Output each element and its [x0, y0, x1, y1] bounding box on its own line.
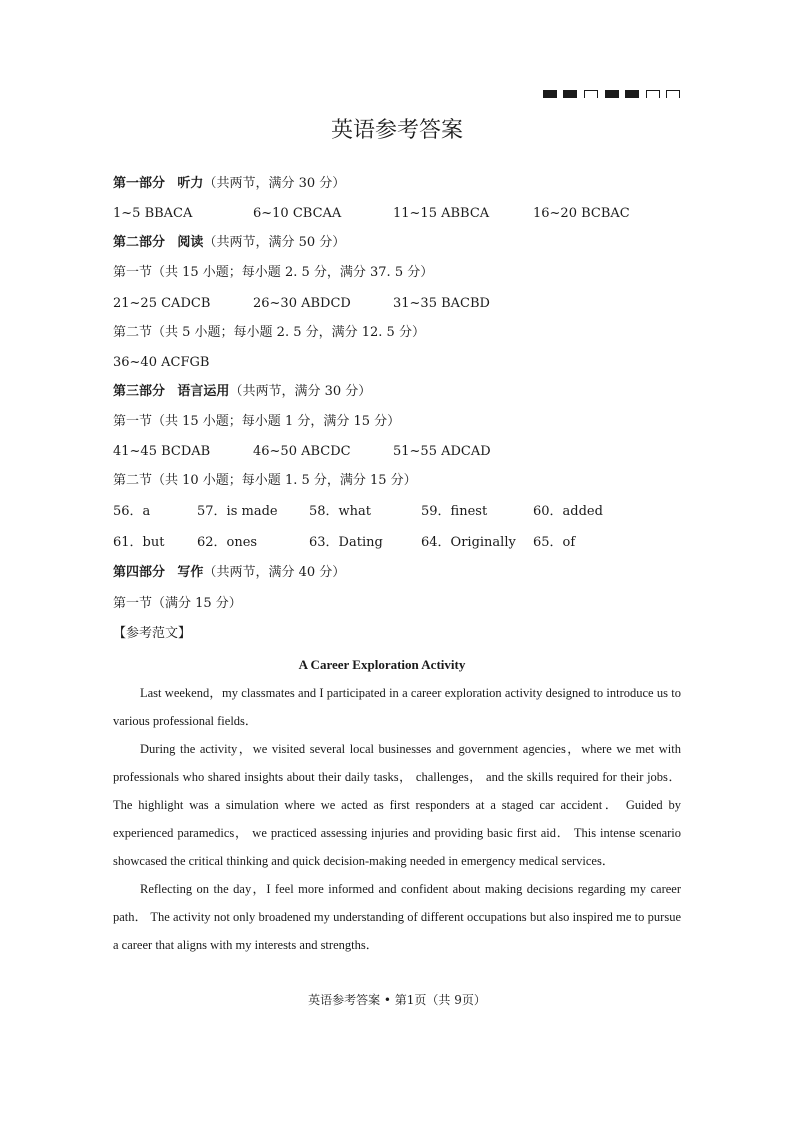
page-footer: 英语参考答案 • 第1页（共 9页） — [308, 993, 486, 1007]
essay-paragraph: Last weekend，my classmates and I participated in a career exploration activity designed to introduce us to various professional fields． — [113, 686, 681, 728]
part2-note: （共两节，满分 50 分） — [203, 235, 346, 250]
part2-heading-line — [113, 235, 345, 251]
fill-answer: 57．is made — [197, 504, 278, 519]
part1-heading: 第一部分 — [113, 176, 166, 191]
part2-name: 阅读 — [177, 235, 204, 250]
essay-paragraph: During the activity，we visited several local businesses and government agencies，where we met with professionals who shared insights about their daily tasks， challenges， and the skills required for their jobs． The highlight was a simulation where we acted as first responders at a staged car accident． Guided by experienced paramedics， we practiced assessing injuries and providing basic first aid． This intense scenario showcased the critical thinking and quick decision-making needed in emergency medical services． — [113, 742, 681, 868]
essay-body — [113, 679, 681, 959]
answer-group: 16~20 BCBAC — [533, 206, 630, 221]
fill-answer: 63．Dating — [309, 535, 383, 550]
part4-name: 写作 — [177, 565, 204, 580]
header-mark — [563, 90, 577, 98]
part1-name: 听力 — [177, 176, 204, 191]
fill-answer: 62．ones — [197, 535, 258, 550]
header-mark — [605, 90, 619, 98]
answer-group: 1~5 BBACA — [113, 206, 193, 221]
fill-answer: 60．added — [533, 504, 603, 519]
section-label: 第一节（满分 15 分） — [113, 596, 242, 611]
part4-heading-line — [113, 565, 345, 581]
sample-label: 【参考范文】 — [113, 626, 192, 641]
answer-group: 41~45 BCDAB — [113, 444, 211, 459]
part3-name: 语言运用 — [177, 384, 230, 399]
header-mark — [666, 90, 680, 98]
answer-group: 51~55 ADCAD — [393, 444, 491, 459]
answer-group: 46~50 ABCDC — [253, 444, 351, 459]
answer-group: 31~35 BACBD — [393, 296, 490, 311]
answer-group: 21~25 CADCB — [113, 296, 211, 311]
part3-heading: 第三部分 — [113, 384, 166, 399]
header-mark — [584, 90, 598, 98]
essay-title: A Career Exploration Activity — [298, 657, 466, 672]
part4-note: （共两节，满分 40 分） — [203, 565, 346, 580]
essay-paragraph: Reflecting on the day，I feel more informed and confident about making decisions regarding my career path． The activity not only broadened my understanding of different occupations but also inspired me to pursue a career that aligns with my interests and strengths． — [113, 882, 681, 952]
answer-group: 26~30 ABDCD — [253, 296, 351, 311]
section-label: 第二节（共 5 小题；每小题 2. 5 分，满分 12. 5 分） — [113, 325, 425, 340]
part4-heading: 第四部分 — [113, 565, 166, 580]
section-label: 第一节（共 15 小题；每小题 1 分，满分 15 分） — [113, 414, 401, 429]
header-mark — [646, 90, 660, 98]
part1-note: （共两节，满分 30 分） — [203, 176, 346, 191]
page-title: 英语参考答案 — [330, 118, 463, 143]
fill-answer: 64．Originally — [421, 535, 516, 550]
fill-answer: 65．of — [533, 535, 576, 550]
part3-heading-line — [113, 384, 371, 400]
fill-answer: 59．finest — [421, 504, 488, 519]
answer-group: 36~40 ACFGB — [113, 355, 210, 370]
fill-answer: 61．but — [113, 535, 165, 550]
part2-heading: 第二部分 — [113, 235, 166, 250]
header-mark — [625, 90, 639, 98]
answer-group: 11~15 ABBCA — [393, 206, 490, 221]
part3-note: （共两节，满分 30 分） — [229, 384, 372, 399]
section-label: 第二节（共 10 小题；每小题 1. 5 分，满分 15 分） — [113, 473, 417, 488]
fill-answer: 56．a — [113, 504, 151, 519]
section-label: 第一节（共 15 小题；每小题 2. 5 分，满分 37. 5 分） — [113, 265, 434, 280]
fill-answer: 58．what — [309, 504, 372, 519]
part1-heading-line — [113, 176, 345, 192]
answer-group: 6~10 CBCAA — [253, 206, 342, 221]
header-mark — [543, 90, 557, 98]
